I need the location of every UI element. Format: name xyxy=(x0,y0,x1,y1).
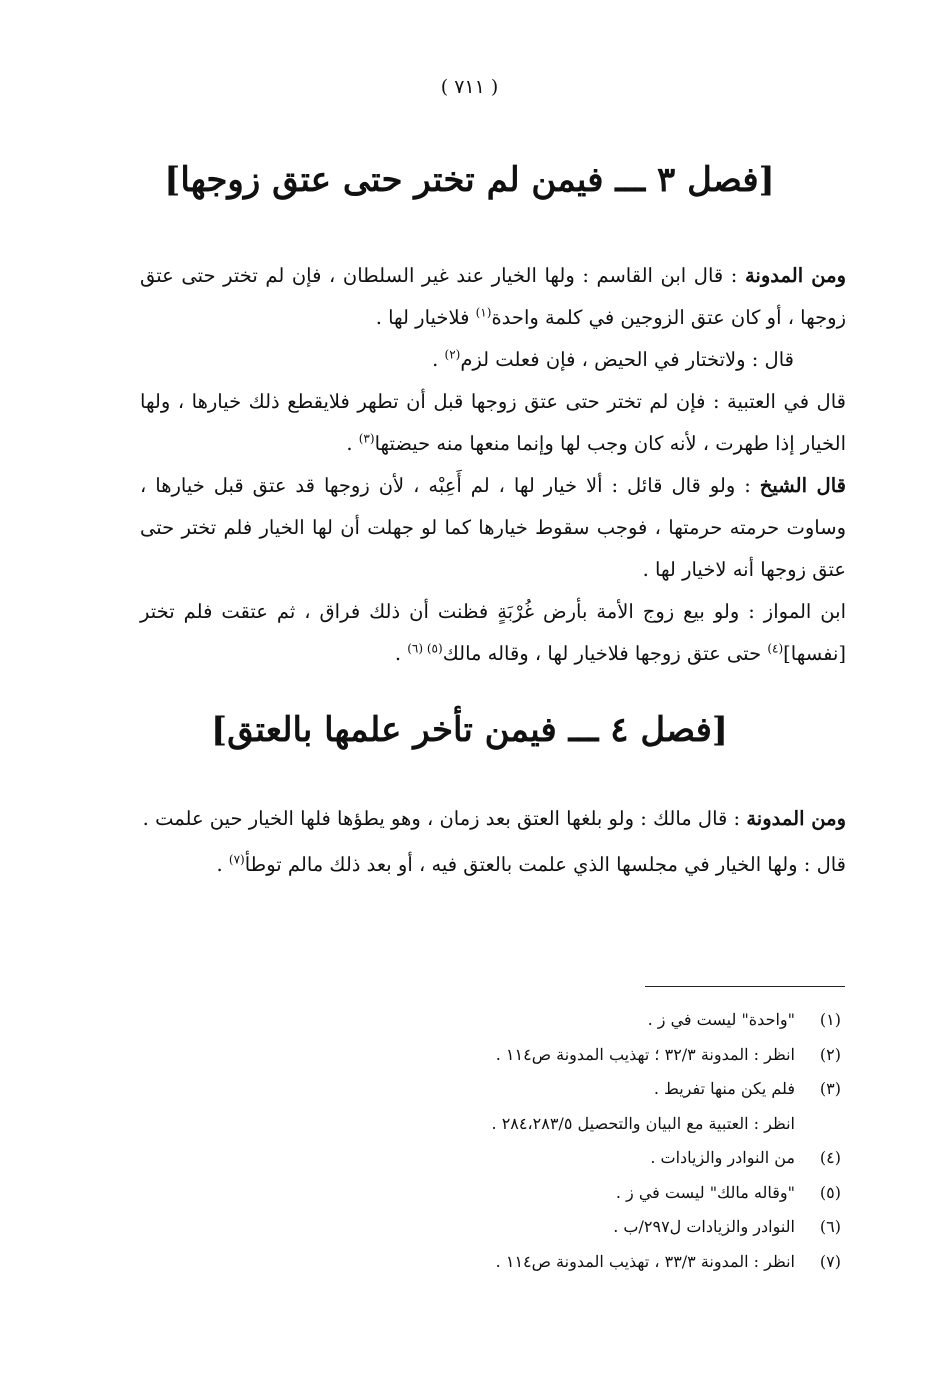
paragraph-tail: . xyxy=(432,348,445,371)
footnote-text: من النوادر والزيادات . xyxy=(650,1148,795,1167)
footnote xyxy=(300,1079,845,1114)
footnote-ref: (٥) (٦) xyxy=(407,641,443,656)
paragraph xyxy=(140,255,846,339)
paragraph-text: : قال ابن القاسم : ولها الخيار عند غير السلطان ، فإن لم تختر حتى عتق زوجها ، أو كان عتق الزوجين في كلمة واحدة xyxy=(140,264,846,329)
footnote-number: (٢) xyxy=(819,1044,841,1064)
section-4-title: [فصل ٤ ـــ فيمن تأخر علمها بالعتق] xyxy=(211,710,728,750)
paragraph-lead: قال الشيخ xyxy=(759,474,846,497)
paragraph-tail: . xyxy=(216,853,229,876)
paragraph xyxy=(140,465,846,591)
footnote-number: (٦) xyxy=(819,1217,841,1236)
paragraph xyxy=(140,796,846,842)
footnote-ref: (٣) xyxy=(358,431,375,446)
footnote-number: (٤) xyxy=(819,1148,841,1167)
footnote-number: (٥) xyxy=(819,1182,841,1202)
paragraph xyxy=(140,381,846,465)
footnote-number: (٧) xyxy=(819,1251,841,1271)
paragraph-tail: فلاخيار لها . xyxy=(375,306,476,329)
footnote-number: (١) xyxy=(819,1010,841,1029)
footnote xyxy=(300,1010,845,1045)
paragraph-tail: . xyxy=(394,642,408,665)
footnote xyxy=(300,1252,845,1287)
footnote-divider xyxy=(645,986,845,987)
section-4-body xyxy=(140,796,846,888)
footnote xyxy=(300,1148,845,1183)
footnotes xyxy=(300,1010,845,1286)
paragraph-lead: ومن المدونة xyxy=(746,807,846,830)
footnote-text: النوادر والزيادات ل٢٩٧/ب . xyxy=(613,1217,795,1236)
footnote-ref: (٧) xyxy=(228,852,245,867)
footnote-text: انظر : المدونة ٣٢/٣ ؛ تهذيب المدونة ص١١٤ . xyxy=(495,1044,795,1064)
section-3-title: [فصل ٣ ـــ فيمن لم تختر حتى عتق زوجها] xyxy=(164,160,775,200)
paragraph xyxy=(140,591,846,675)
footnote xyxy=(300,1183,845,1218)
page-number: ( ٧١١ ) xyxy=(440,76,499,98)
paragraph-text: قال في العتبية : فإن لم تختر حتى عتق زوجها قبل أن تطهر فلايقطع ذلك خيارها ، ولها الخيار إذا طهرت ، لأنه كان وجب لها وإنما منعها منه حيضتها xyxy=(140,390,846,455)
paragraph xyxy=(140,339,846,381)
footnote-text: "وقاله مالك" ليست في ز . xyxy=(615,1182,795,1202)
section-3-body xyxy=(140,255,846,675)
footnote-number: (٣) xyxy=(819,1079,841,1098)
footnote xyxy=(300,1114,845,1149)
paragraph-text: ابن المواز : ولو بيع زوج الأمة بأرض غُرْبَةٍ فظنت أن ذلك فراق ، ثم عتقت فلم تختر [نفسها] xyxy=(140,600,846,665)
paragraph-tail: حتى عتق زوجها فلاخيار لها ، وقاله مالك xyxy=(442,642,768,665)
paragraph-text: : ولو قال قائل : ألا خيار لها ، لم أَعِبْه ، لأن زوجها قد عتق قبل خيارها ، وساوت حرمته حرمتها ، فوجب سقوط خيارها كما لو جهلت أن لها الخيار فلم تختر حتى عتق زوجها أنه لاخيار لها . xyxy=(140,474,846,581)
footnote-ref: (٢) xyxy=(444,347,461,362)
footnote-ref: (٤) xyxy=(767,641,784,656)
footnote xyxy=(300,1217,845,1252)
footnote-text: انظر : العتبية مع البيان والتحصيل ٢٨٤،٢٨٣/٥ . xyxy=(491,1113,795,1133)
footnote-text: فلم يكن منها تفريط . xyxy=(653,1079,795,1098)
paragraph xyxy=(140,842,846,888)
paragraph-tail: . xyxy=(346,432,359,455)
footnote-ref: (١) xyxy=(475,305,492,320)
paragraph-text: قال : ولها الخيار في مجلسها الذي علمت بالعتق فيه ، أو بعد ذلك مالم توطأ xyxy=(244,853,846,876)
footnote-text: انظر : المدونة ٣٣/٣ ، تهذيب المدونة ص١١٤ . xyxy=(495,1251,795,1271)
paragraph-text: قال : ولاتختار في الحيض ، فإن فعلت لزم xyxy=(460,348,794,371)
paragraph-text: : قال مالك : ولو بلغها العتق بعد زمان ، وهو يطؤها فلها الخيار حين علمت . xyxy=(142,807,747,830)
footnote xyxy=(300,1045,845,1080)
footnote-text: "واحدة" ليست في ز . xyxy=(647,1010,795,1029)
paragraph-lead: ومن المدونة xyxy=(744,264,846,287)
